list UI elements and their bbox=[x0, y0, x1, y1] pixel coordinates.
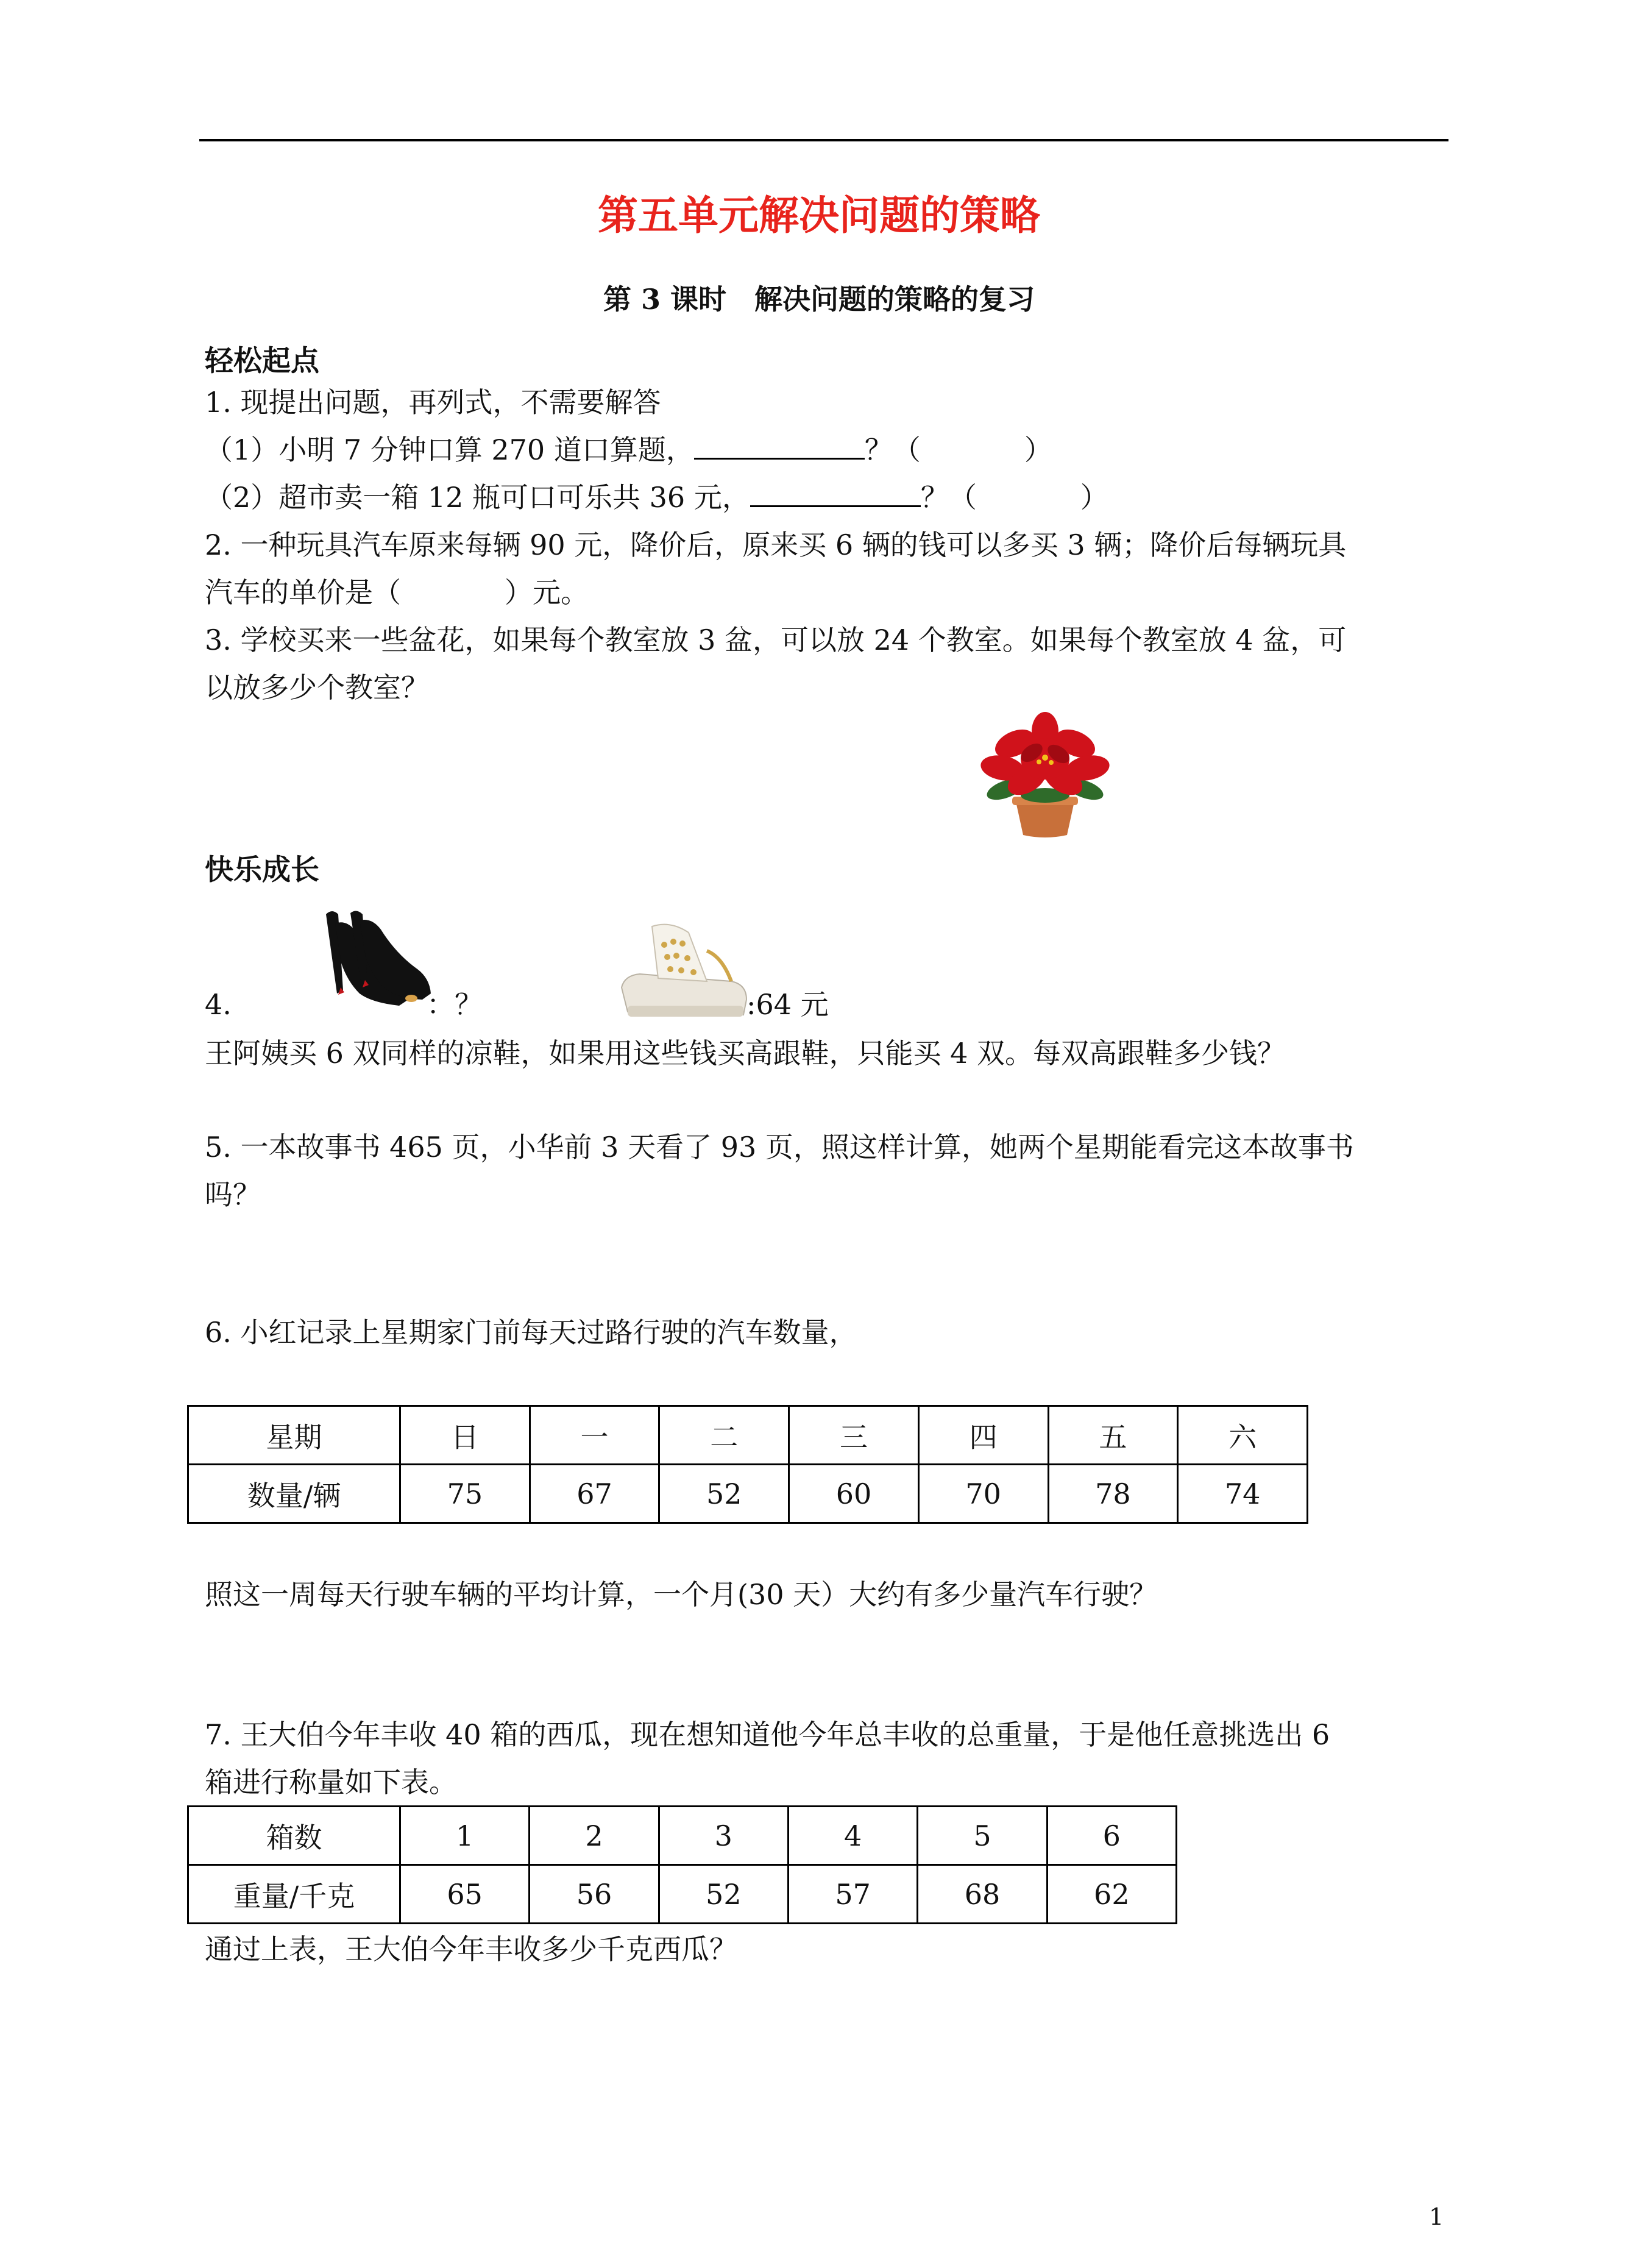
q6-data-cell: 67 bbox=[530, 1465, 659, 1523]
q6-intro: 6. 小红记录上星期家门前每天过路行驶的汽车数量， bbox=[205, 1316, 857, 1349]
q2-line1: 2. 一种玩具汽车原来每辆 90 元，降价后，原来买 6 辆的钱可以多买 3 辆；降价后每辆玩具 bbox=[205, 528, 1347, 561]
section-heading-1: 轻松起点 bbox=[205, 344, 319, 378]
q1-sub2-blank[interactable] bbox=[750, 477, 921, 507]
q7-header-cell: 箱数 bbox=[188, 1807, 400, 1865]
q4-sandals-label: :64 元 bbox=[746, 988, 829, 1021]
q6-header-cell: 三 bbox=[789, 1406, 919, 1465]
q2-line2 bbox=[205, 569, 589, 616]
q1-sub1-text: （1）小明 7 分钟口算 270 道口算题， bbox=[205, 433, 694, 466]
q7-data-cell: 65 bbox=[400, 1865, 530, 1924]
q4-heels-label: ：？ bbox=[427, 988, 483, 1021]
q6-data-cell: 数量/辆 bbox=[188, 1465, 400, 1523]
section-heading-2: 快乐成长 bbox=[205, 853, 319, 887]
q2-unit: ）元。 bbox=[505, 576, 589, 609]
q6-data-cell: 74 bbox=[1178, 1465, 1308, 1523]
poinsettia-flower-image bbox=[978, 710, 1112, 841]
q2-text: 汽车的单价是（ bbox=[205, 576, 401, 609]
q7-header-cell: 3 bbox=[659, 1807, 788, 1865]
q7-data-cell: 62 bbox=[1047, 1865, 1176, 1924]
q1-sub2-close: ） bbox=[1080, 481, 1108, 514]
q6-data-cell: 60 bbox=[789, 1465, 919, 1523]
q7-header-cell: 2 bbox=[530, 1807, 659, 1865]
q6-header-cell: 星期 bbox=[188, 1406, 400, 1465]
q1-sub2 bbox=[205, 474, 1108, 521]
q6-header-cell: 一 bbox=[530, 1406, 659, 1465]
q7-data-cell: 56 bbox=[530, 1865, 659, 1924]
q3-line1: 3. 学校买来一些盆花，如果每个教室放 3 盆，可以放 24 个教室。如果每个教室放 4 盆，可 bbox=[205, 624, 1347, 656]
q5-line2: 吗？ bbox=[205, 1178, 261, 1211]
q6-header-cell: 五 bbox=[1048, 1406, 1178, 1465]
q3-line2: 以放多少个教室？ bbox=[205, 671, 429, 704]
q7-table bbox=[187, 1805, 1177, 1924]
q6-data-cell: 52 bbox=[659, 1465, 789, 1523]
q1-sub1-blank[interactable] bbox=[694, 430, 865, 460]
lesson-subtitle: 第 3 课时 解决问题的策略的复习 bbox=[603, 283, 1035, 316]
q5-line1: 5. 一本故事书 465 页，小华前 3 天看了 93 页，照这样计算，她两个星期能看完这本故事书 bbox=[205, 1131, 1354, 1164]
q1-sub1 bbox=[205, 427, 1052, 473]
q6-data-cell: 78 bbox=[1048, 1465, 1178, 1523]
q6-header-cell: 四 bbox=[918, 1406, 1048, 1465]
q7-header-cell: 1 bbox=[400, 1807, 530, 1865]
q1-sub2-end: ？（ bbox=[920, 481, 977, 514]
q7-header-row bbox=[188, 1807, 1177, 1865]
q6-header-cell: 日 bbox=[400, 1406, 530, 1465]
black-high-heels-image bbox=[314, 908, 436, 1012]
q6-data-row bbox=[188, 1465, 1308, 1523]
q6-data-cell: 75 bbox=[400, 1465, 530, 1523]
q1-sub1-end: ？（ bbox=[864, 433, 921, 466]
q7-data-cell: 57 bbox=[788, 1865, 917, 1924]
header-rule bbox=[199, 139, 1448, 141]
q4-text: 王阿姨买 6 双同样的凉鞋，如果用这些钱买高跟鞋，只能买 4 双。每双高跟鞋多少钱？ bbox=[205, 1037, 1286, 1070]
q7-data-cell: 68 bbox=[918, 1865, 1047, 1924]
q6-table bbox=[187, 1405, 1308, 1524]
q6-data-cell: 70 bbox=[918, 1465, 1048, 1523]
q7-data-cell: 52 bbox=[659, 1865, 788, 1924]
q7-header-cell: 6 bbox=[1047, 1807, 1176, 1865]
q7-header-cell: 5 bbox=[918, 1807, 1047, 1865]
q7-data-cell: 重量/千克 bbox=[188, 1865, 400, 1924]
q7-line1: 7. 王大伯今年丰收 40 箱的西瓜，现在想知道他今年总丰收的总重量，于是他任意挑选出 6 bbox=[205, 1718, 1330, 1751]
page-title: 第五单元解决问题的策略 bbox=[598, 191, 1040, 239]
q6-header-cell: 二 bbox=[659, 1406, 789, 1465]
q7-data-row bbox=[188, 1865, 1177, 1924]
white-sandals-image bbox=[615, 914, 753, 1024]
q6-header-cell: 六 bbox=[1178, 1406, 1308, 1465]
page-number: 1 bbox=[1429, 2203, 1444, 2230]
q6-header-row bbox=[188, 1406, 1308, 1465]
q1-sub1-close: ） bbox=[1024, 433, 1052, 466]
q1-stem: 1. 现提出问题，再列式，不需要解答 bbox=[205, 386, 661, 419]
q7-header-cell: 4 bbox=[788, 1807, 917, 1865]
q7-line2: 箱进行称量如下表。 bbox=[205, 1766, 457, 1799]
q7-question: 通过上表，王大伯今年丰收多少千克西瓜？ bbox=[205, 1933, 737, 1966]
q4-number: 4. bbox=[205, 988, 232, 1021]
q6-question: 照这一周每天行驶车辆的平均计算，一个月(30 天）大约有多少量汽车行驶？ bbox=[205, 1578, 1158, 1611]
q1-sub2-text: （2）超市卖一箱 12 瓶可口可乐共 36 元， bbox=[205, 481, 750, 514]
